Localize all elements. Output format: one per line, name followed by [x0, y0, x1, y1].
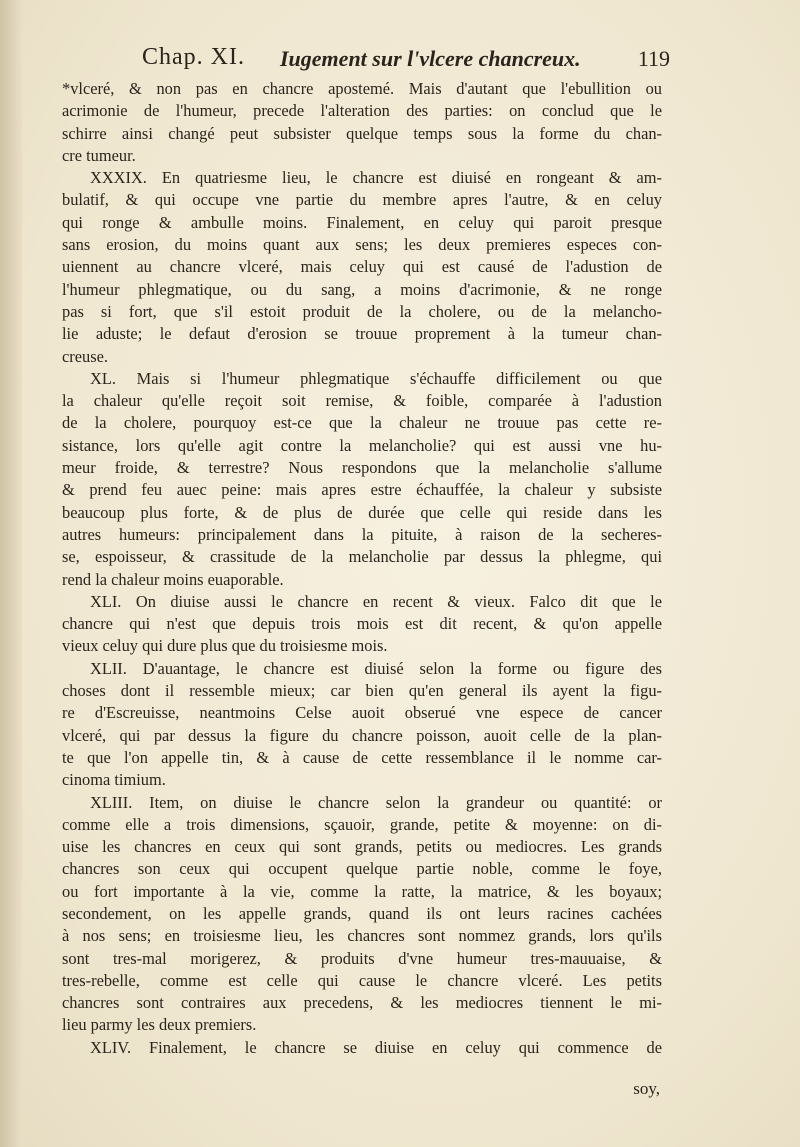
text-line: te que l'on appelle tin, & à cause de cette ressemblance il le nomme car-	[62, 747, 662, 767]
page-gutter-shadow	[0, 0, 22, 1147]
text-line: beaucoup plus forte, & de plus de durée que celle qui reside dans les	[62, 502, 662, 522]
page-number: 119	[637, 46, 670, 71]
chapter-label: Chap. XI.	[142, 44, 245, 70]
text-line: de la cholere, pourquoy est-ce que la chaleur ne trouue pas cette re-	[62, 413, 662, 433]
text-line: re d'Escreuisse, neantmoins Celse auoit obserué vne espece de cancer	[62, 703, 662, 723]
text-line: se, espoisseur, & crassitude de la melancholie par dessus la phlegme, qui	[62, 547, 662, 567]
running-header	[130, 40, 670, 80]
text-line: sistance, lors qu'elle agit contre la melancholie? qui est aussi vne hu-	[62, 435, 662, 455]
text-line: schirre ainsi changé peut subsister quelque temps sous la forme du chan-	[62, 123, 662, 143]
text-line: autres humeurs: principalement dans la pituite, à raison de la secheres-	[62, 524, 662, 544]
text-line: XLIV. Finalement, le chancre se diuise en celuy qui commence de	[90, 1037, 662, 1057]
text-line: uise les chancres en ceux qui sont grands, petits ou mediocres. Les grands	[62, 837, 662, 857]
text-line: vieux celuy qui dure plus que du troisiesme mois.	[62, 636, 388, 656]
text-line: tres-rebelle, comme est celle qui cause le chancre vlceré. Les petits	[62, 970, 662, 990]
text-line: XLIII. Item, on diuise le chancre selon la grandeur ou quantité: or	[90, 792, 662, 812]
text-line: lieu parmy les deux premiers.	[62, 1015, 257, 1035]
text-line: creuse.	[62, 346, 108, 366]
text-line: XXXIX. En quatriesme lieu, le chancre est diuisé en rongeant & am-	[90, 168, 662, 188]
text-line: & prend feu auec peine: mais apres estre échauffée, la chaleur y subsiste	[62, 480, 662, 500]
text-line: à nos sens; en troisiesme lieu, les chancres sont nommez grands, lors qu'ils	[62, 926, 662, 946]
catchword: soy,	[633, 1079, 660, 1098]
text-line: la chaleur qu'elle reçoit soit remise, & foible, comparée à l'adustion	[62, 391, 662, 411]
text-line: choses dont il ressemble mieux; car bien qu'en general ils ayent la figu-	[62, 681, 662, 701]
text-line: uiennent au chancre vlceré, mais celuy qui est causé de l'adustion de	[62, 257, 662, 277]
text-line: ou fort importante à la vie, comme la ratte, la matrice, & les boyaux;	[62, 881, 662, 901]
text-line: cre tumeur.	[62, 145, 136, 165]
text-line: cinoma timium.	[62, 770, 166, 790]
running-title: Iugement sur l'vlcere chancreux.	[280, 46, 581, 71]
page-body-text	[62, 78, 662, 1059]
text-line: meur froide, & terrestre? Nous respondons que la melancholie s'allume	[62, 458, 662, 478]
text-line: acrimonie de l'humeur, precede l'alteration des parties: on conclud que le	[62, 101, 662, 121]
text-line: rend la chaleur moins euaporable.	[62, 569, 284, 589]
text-line: bulatif, & qui occupe vne partie du membre apres l'autre, & en celuy	[62, 190, 662, 210]
text-line: sans erosion, du moins quant aux sens; les deux premieres especes con-	[62, 235, 662, 255]
text-line: chancre qui n'est que depuis trois mois est dit recent, & qu'on appelle	[62, 614, 662, 634]
text-line: chancres sont contraires aux precedens, & les mediocres tiennent le mi-	[62, 993, 662, 1013]
text-line: secondement, on les appelle grands, quand ils ont leurs racines cachées	[62, 903, 662, 923]
text-line: pas si fort, que s'il estoit produit de la cholere, ou de la melancho-	[62, 301, 662, 321]
text-line: lie aduste; le defaut d'erosion se trouue proprement à la tumeur chan-	[62, 324, 662, 344]
text-line: l'humeur phlegmatique, ou du sang, a moins d'acrimonie, & ne ronge	[62, 279, 662, 299]
text-line: XLI. On diuise aussi le chancre en recent & vieux. Falco dit que le	[90, 591, 662, 611]
text-line: sont tres-mal morigerez, & produits d'vne humeur tres-mauuaise, &	[62, 948, 662, 968]
text-line: qui ronge & ambulle moins. Finalement, en celuy qui paroit presque	[62, 212, 662, 232]
text-line: *vlceré, & non pas en chancre apostemé. Mais d'autant que l'ebullition ou	[62, 79, 662, 98]
text-line: XL. Mais si l'humeur phlegmatique s'échauffe difficilement ou que	[90, 368, 662, 388]
text-line: XLII. D'auantage, le chancre est diuisé selon la forme ou figure des	[90, 658, 662, 678]
text-line: comme elle a trois dimensions, sçauoir, grande, petite & moyenne: on di-	[62, 814, 662, 834]
text-line: vlceré, qui par dessus la figure du chancre poisson, auoit celle de la plan-	[62, 725, 662, 745]
text-line: chancres son ceux qui occupent quelque partie noble, comme le foye,	[62, 859, 662, 879]
